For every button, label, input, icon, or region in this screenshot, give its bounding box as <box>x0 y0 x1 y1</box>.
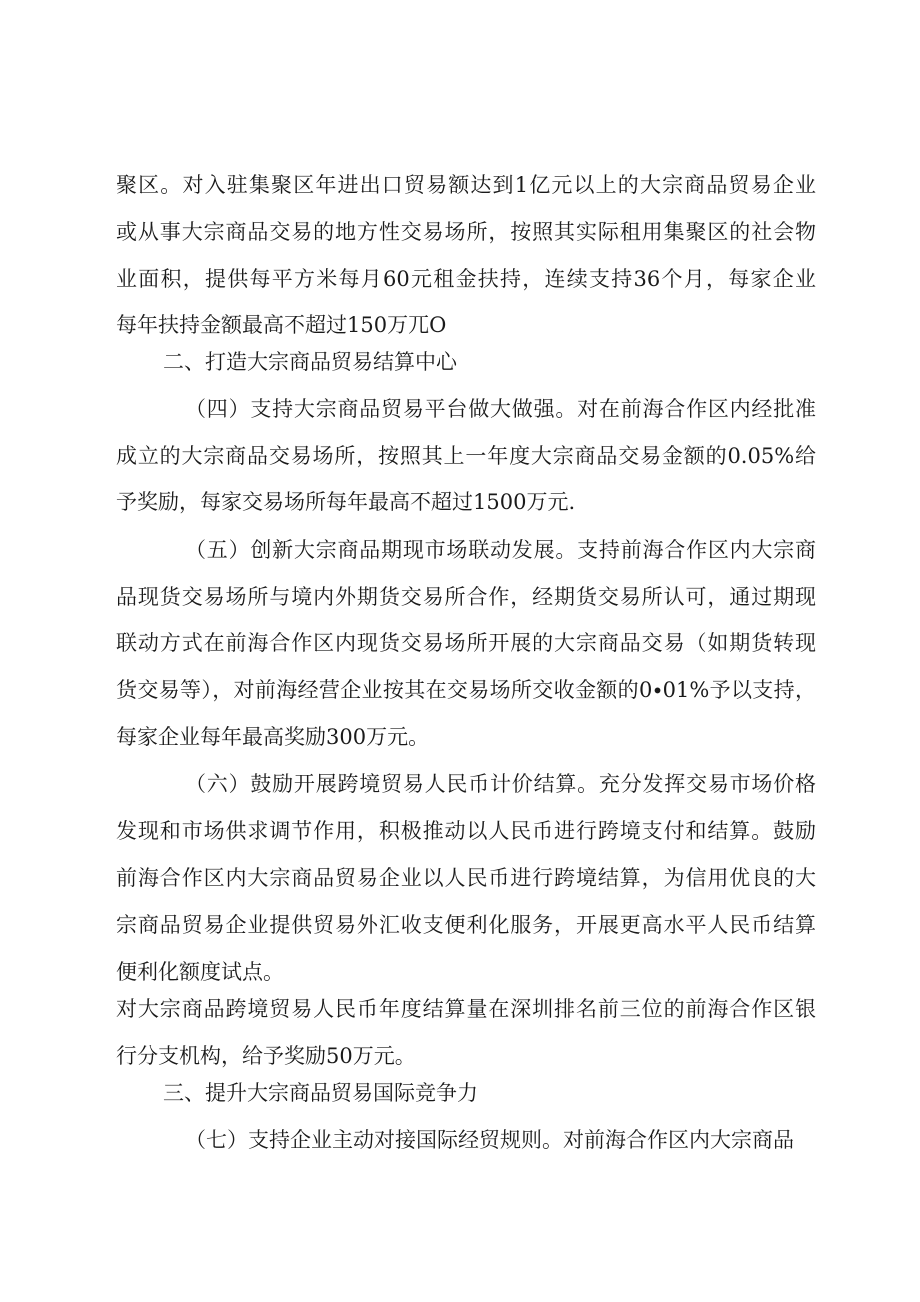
section-heading: 二、打造大宗商品贸易结算中心 <box>163 350 457 374</box>
body-text-line: 发现和市场供求调节作用，积极推动以人民币进行跨境支付和结算。鼓励 <box>116 819 816 843</box>
body-text-line: 予奖励，每家交易场所每年最高不超过1500万元. <box>116 490 576 514</box>
body-text-line: 每家企业每年最高奖励300万元。 <box>116 725 430 749</box>
body-text-line: 宗商品贸易企业提供贸易外汇收支便利化服务，开展更高水平人民币结算 <box>116 913 816 937</box>
body-text-line: 业面积，提供每平方米每月60元租金扶持，连续支持36个月，每家企业 <box>116 267 816 291</box>
body-text-line: 联动方式在前海合作区内现货交易场所开展的大宗商品交易（如期货转现 <box>116 631 816 655</box>
body-text-line: 每年扶持金额最高不超过150万兀O <box>116 313 447 337</box>
body-text-line: 或从事大宗商品交易的地方性交易场所，按照其实际租用集聚区的社会物 <box>116 220 816 244</box>
body-text-line: 便利化额度试点。 <box>116 960 284 984</box>
paragraph-start-line: （六）鼓励开展跨境贸易人民币计价结算。充分发挥交易市场价格 <box>185 772 816 796</box>
paragraph-start-line: （四）支持大宗商品贸易平台做大做强。对在前海合作区内经批准 <box>185 397 816 421</box>
section-heading: 三、提升大宗商品贸易国际竞争力 <box>163 1081 478 1105</box>
paragraph-start-line: （五）创新大宗商品期现市场联动发展。支持前海合作区内大宗商 <box>185 538 816 562</box>
body-text-line: 货交易等），对前海经营企业按其在交易场所交收金额的0∙01%予以支持， <box>116 678 816 702</box>
body-text-line: 行分支机构，给予奖励50万元。 <box>116 1044 416 1068</box>
paragraph-start-line: （七）支持企业主动对接国际经贸规则。对前海合作区内大宗商品 <box>185 1128 794 1152</box>
body-text-line: 成立的大宗商品交易场所，按照其上一年度大宗商品交易金额的0.05%给 <box>116 444 816 468</box>
body-text-line: 品现货交易场所与境内外期货交易所合作，经期货交易所认可，通过期现 <box>116 585 816 609</box>
body-text-line: 对大宗商品跨境贸易人民币年度结算量在深圳排名前三位的前海合作区银 <box>116 997 816 1021</box>
body-text-line: 前海合作区内大宗商品贸易企业以人民币进行跨境结算，为信用优良的大 <box>116 866 816 890</box>
body-text-line: 聚区。对入驻集聚区年进出口贸易额达到1亿元以上的大宗商品贸易企业 <box>116 173 816 197</box>
